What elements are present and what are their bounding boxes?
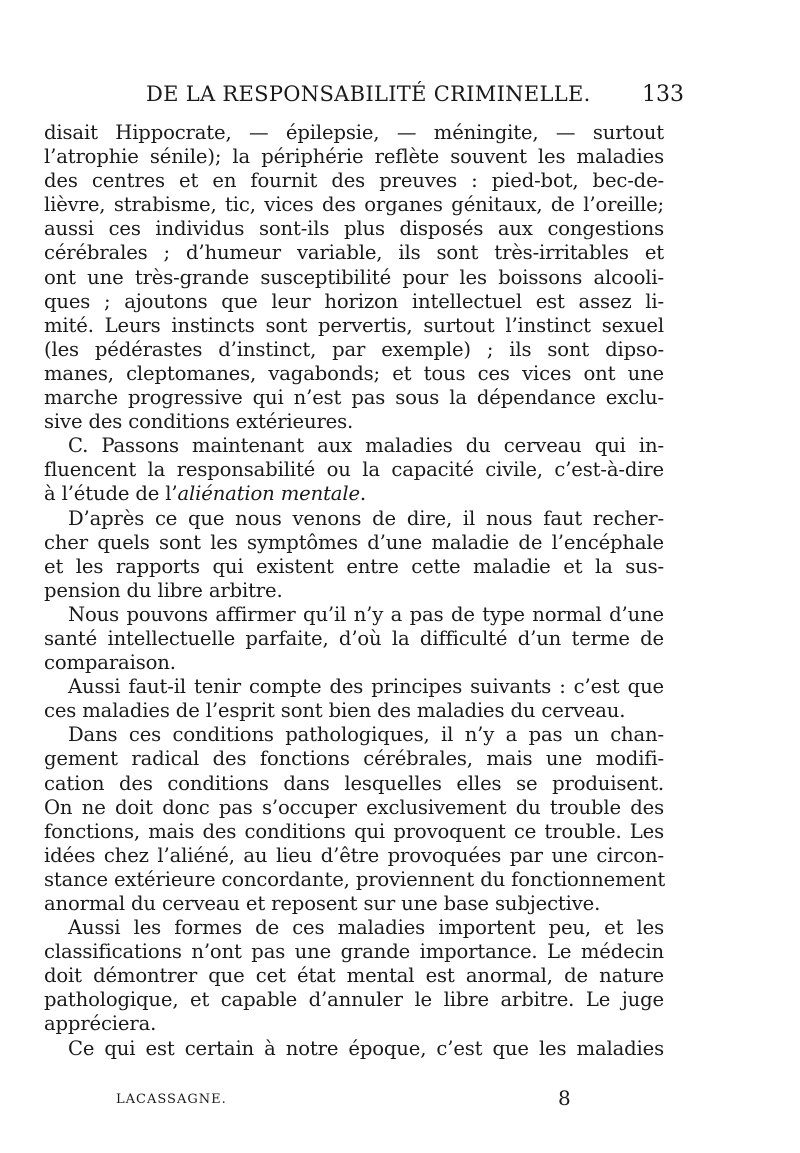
text-line: mité. Leurs instincts sont pervertis, surtout l’instinct sexuel bbox=[44, 313, 664, 337]
text-fragment: à l’étude de l’ bbox=[44, 482, 178, 506]
text-line: ces maladies de l’esprit sont bien des maladies du cerveau. bbox=[44, 699, 626, 723]
text-line: Ce qui est certain à notre époque, c’est que les maladies bbox=[68, 1036, 664, 1060]
text-line: pathologique, et capable d’annuler le libre arbitre. Le juge bbox=[44, 988, 664, 1012]
text-line: On ne doit donc pas s’occuper exclusivement du trouble des bbox=[44, 795, 664, 819]
text-line: pension du libre arbitre. bbox=[44, 578, 283, 602]
text-line: Aussi faut-il tenir compte des principes suivants : c’est que bbox=[68, 675, 664, 699]
text-line: classifications n’ont pas une grande importance. Le médecin bbox=[44, 940, 664, 964]
running-title: DE LA RESPONSABILITÉ CRIMINELLE. bbox=[146, 82, 591, 106]
italic-term: aliénation mentale bbox=[177, 482, 360, 506]
page-number: 133 bbox=[642, 82, 684, 107]
text-line: ques ; ajoutons que leur horizon intellectuel est assez li- bbox=[44, 289, 664, 313]
sheet-number: 8 bbox=[558, 1086, 571, 1110]
text-line: l’atrophie sénile); la périphérie reflète souvent les maladies bbox=[44, 145, 664, 169]
running-head bbox=[44, 82, 684, 112]
text-line: cation des conditions dans lesquelles elles se produisent. bbox=[44, 771, 664, 795]
text-line: fluencent la responsabilité ou la capacité civile, c’est-à-dire bbox=[44, 458, 664, 482]
text-line: santé intellectuelle parfaite, d’où la difficulté d’un terme de bbox=[44, 626, 664, 650]
text-line: des centres et en fournit des preuves : pied-bot, bec-de- bbox=[44, 169, 664, 193]
body-text bbox=[44, 121, 664, 1061]
signature-mark: LACASSAGNE. bbox=[116, 1092, 227, 1107]
text-line: anormal du cerveau et reposent sur une base subjective. bbox=[44, 892, 601, 915]
text-line: stance extérieure concordante, proviennent du fonctionnement bbox=[44, 867, 666, 891]
text-line: doit démontrer que cet état mental est anormal, de nature bbox=[44, 964, 664, 988]
text-line: cérébrales ; d’humeur variable, ils sont très-irritables et bbox=[44, 241, 664, 265]
text-line: gement radical des fonctions cérébrales, mais une modifi- bbox=[44, 747, 664, 771]
text-line: Dans ces conditions pathologiques, il n’y a pas un chan- bbox=[68, 723, 664, 747]
page-footer bbox=[44, 1086, 664, 1116]
text-line: C. Passons maintenant aux maladies du cerveau qui in- bbox=[68, 434, 664, 458]
text-line: fonctions, mais des conditions qui provoquent ce trouble. Les bbox=[44, 819, 664, 843]
text-line: lièvre, strabisme, tic, vices des organes génitaux, de l’oreille; bbox=[44, 193, 664, 217]
text-line: cher quels sont les symptômes d’une maladie de l’encéphale bbox=[44, 530, 664, 554]
text-line: marche progressive qui n’est pas sous la dépendance exclu- bbox=[44, 386, 664, 410]
text-line: appréciera. bbox=[44, 1012, 157, 1036]
text-line-mixed bbox=[44, 482, 664, 506]
text-line: ont une très-grande susceptibilité pour les boissons alcooli- bbox=[44, 265, 664, 289]
text-line: Aussi les formes de ces maladies importent peu, et les bbox=[68, 916, 664, 940]
text-line: aussi ces individus sont-ils plus disposés aux congestions bbox=[44, 217, 664, 241]
text-line: sive des conditions extérieures. bbox=[44, 410, 354, 434]
text-line: (les pédérastes d’instinct, par exemple) ; ils sont dipso- bbox=[44, 337, 664, 361]
text-line: et les rapports qui existent entre cette maladie et la sus- bbox=[44, 554, 664, 578]
text-line: Nous pouvons affirmer qu’il n’y a pas de type normal d’une bbox=[68, 602, 664, 626]
text-line: comparaison. bbox=[44, 651, 176, 675]
text-fragment: . bbox=[359, 482, 366, 506]
text-line: manes, cleptomanes, vagabonds; et tous ces vices ont une bbox=[44, 361, 664, 385]
text-line: D’après ce que nous venons de dire, il nous faut recher- bbox=[68, 506, 664, 530]
text-line: idées chez l’aliéné, au lieu d’être provoquées par une circon- bbox=[44, 843, 664, 867]
text-line: disait Hippocrate, — épilepsie, — méningite, — surtout bbox=[44, 121, 664, 144]
